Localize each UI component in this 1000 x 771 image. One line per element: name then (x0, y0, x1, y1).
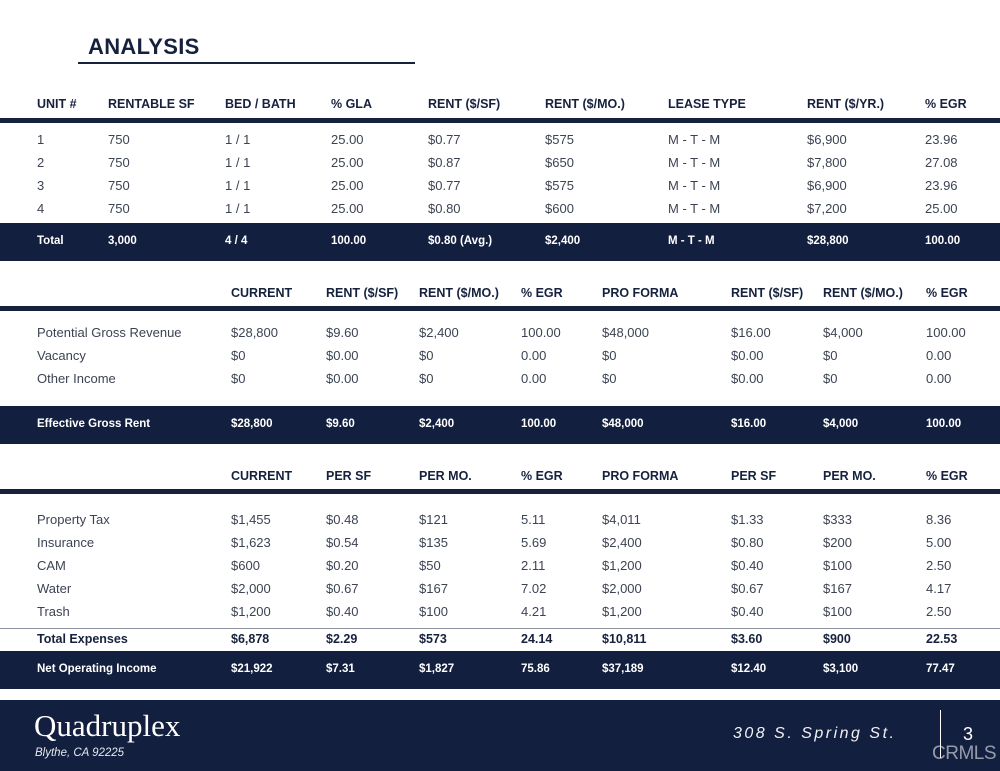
table-cell: 7.02 (521, 581, 547, 596)
table-cell: $100 (823, 604, 852, 619)
table-cell: $167 (419, 581, 448, 596)
table-cell: $0.00 (326, 348, 359, 363)
table-cell: Trash (37, 604, 70, 619)
table-cell: 5.69 (521, 535, 547, 550)
column-header: PER SF (326, 469, 372, 483)
table-cell: 25.00 (925, 201, 958, 216)
table-cell: $0.00 (326, 371, 359, 386)
table-cell: M - T - M (668, 155, 721, 170)
table-cell: $0 (419, 371, 434, 386)
total-cell: $10,811 (602, 632, 647, 646)
total-cell: 100.00 (521, 418, 557, 430)
table-cell: $0.00 (731, 348, 764, 363)
column-header: RENTABLE SF (108, 97, 195, 111)
column-header: % EGR (925, 97, 967, 111)
table-cell: 100.00 (521, 325, 561, 340)
table-cell: 25.00 (331, 201, 364, 216)
table-cell: 1 / 1 (225, 132, 251, 147)
column-header: CURRENT (231, 286, 293, 300)
total-cell: $16.00 (731, 418, 767, 430)
table-cell: 27.08 (925, 155, 958, 170)
total-cell: $1,827 (419, 663, 455, 675)
table-cell: $4,000 (823, 325, 863, 340)
table-cell: $0.80 (428, 201, 461, 216)
column-header: % EGR (521, 286, 563, 300)
total-cell: $21,922 (231, 663, 273, 675)
total-cell: 4 / 4 (225, 235, 248, 247)
table-cell: $48,000 (602, 325, 649, 340)
column-header: RENT ($/SF) (326, 286, 399, 300)
total-cell: $12.40 (731, 663, 767, 675)
table-cell: $7,800 (807, 155, 847, 170)
total-cell: M - T - M (668, 235, 715, 247)
table-cell: $50 (419, 558, 441, 573)
table-cell: $0 (419, 348, 434, 363)
column-header: % EGR (926, 469, 968, 483)
total-cell: 22.53 (926, 632, 958, 646)
column-header: RENT ($/MO.) (419, 286, 499, 300)
total-cell: 24.14 (521, 632, 553, 646)
column-header: PER MO. (419, 469, 472, 483)
table-cell: 2 (37, 155, 45, 170)
income-table-header (0, 286, 1000, 302)
table-cell: Potential Gross Revenue (37, 325, 182, 340)
table-cell: Property Tax (37, 512, 110, 527)
table-cell: $0.87 (428, 155, 461, 170)
table-cell: 1 / 1 (225, 178, 251, 193)
column-header: % EGR (926, 286, 968, 300)
title-underline (78, 62, 415, 64)
brand-name: Quadruplex (34, 708, 181, 743)
table-cell: $0 (231, 371, 246, 386)
table-cell: 2.11 (521, 558, 546, 573)
brand-location: Blythe, CA 92225 (35, 747, 125, 759)
table-cell: $4,011 (602, 512, 641, 527)
net-operating-income-row (0, 651, 1000, 689)
total-cell: Total (37, 235, 64, 247)
table-cell: M - T - M (668, 201, 721, 216)
total-cell: $28,800 (231, 418, 273, 430)
total-rule (0, 628, 1000, 629)
table-cell: $0.77 (428, 132, 461, 147)
table-row (0, 512, 1000, 530)
table-cell: 0.00 (521, 371, 547, 386)
column-header: RENT ($/SF) (428, 97, 501, 111)
table-cell: $0.67 (326, 581, 359, 596)
total-expenses-row (0, 632, 1000, 649)
total-cell: 100.00 (925, 235, 961, 247)
table-cell: $0.77 (428, 178, 461, 193)
footer (0, 700, 1000, 771)
table-cell: 750 (108, 178, 130, 193)
table-cell: $0.00 (731, 371, 764, 386)
table-cell: 23.96 (925, 178, 958, 193)
total-cell: Total Expenses (37, 632, 128, 646)
table-cell: 1 / 1 (225, 155, 251, 170)
table-cell: $1,200 (231, 604, 271, 619)
table-cell: $0.40 (731, 604, 764, 619)
table-cell: $121 (419, 512, 448, 527)
table-cell: 1 / 1 (225, 201, 251, 216)
column-header: RENT ($/MO.) (545, 97, 625, 111)
table-row (0, 371, 1000, 389)
table-cell: 2.50 (926, 558, 952, 573)
total-cell: Net Operating Income (37, 663, 157, 675)
table-cell: $6,900 (807, 178, 847, 193)
column-header: % EGR (521, 469, 563, 483)
column-header: PRO FORMA (602, 286, 679, 300)
table-cell: 25.00 (331, 132, 364, 147)
total-cell: $4,000 (823, 418, 859, 430)
table-cell: Other Income (37, 371, 116, 386)
column-header: RENT ($/SF) (731, 286, 804, 300)
table-cell: 23.96 (925, 132, 958, 147)
table-cell: $0.20 (326, 558, 359, 573)
table-cell: $1,623 (231, 535, 271, 550)
table-cell: $0.40 (326, 604, 359, 619)
table-cell: M - T - M (668, 132, 721, 147)
table-row (0, 201, 1000, 219)
property-address: 308 S. Spring St. (733, 725, 897, 742)
header-rule (0, 489, 1000, 494)
table-cell: $100 (823, 558, 852, 573)
table-cell: $0 (602, 371, 617, 386)
table-cell: 4 (37, 201, 45, 216)
column-header: UNIT # (37, 97, 77, 111)
total-cell: $9.60 (326, 418, 355, 430)
total-cell: $6,878 (231, 632, 270, 646)
total-cell: $3.60 (731, 632, 763, 646)
table-cell: $2,000 (231, 581, 271, 596)
table-row (0, 155, 1000, 173)
table-cell: Vacancy (37, 348, 86, 363)
table-row (0, 604, 1000, 622)
table-cell: $575 (545, 132, 574, 147)
table-cell: $0.80 (731, 535, 764, 550)
column-header: RENT ($/MO.) (823, 286, 903, 300)
table-cell: CAM (37, 558, 66, 573)
table-cell: $0.67 (731, 581, 764, 596)
table-cell: 25.00 (331, 155, 364, 170)
table-cell: $28,800 (231, 325, 278, 340)
table-cell: $0 (231, 348, 246, 363)
table-cell: 750 (108, 155, 130, 170)
column-header: LEASE TYPE (668, 97, 746, 111)
table-cell: Insurance (37, 535, 95, 550)
table-cell: $600 (231, 558, 260, 573)
table-cell: $0.54 (326, 535, 359, 550)
total-cell: 75.86 (521, 663, 550, 675)
effective-gross-rent-row (0, 406, 1000, 444)
column-header: PER MO. (823, 469, 876, 483)
table-cell: 5.11 (521, 512, 546, 527)
table-cell: 750 (108, 132, 130, 147)
table-cell: 0.00 (926, 348, 952, 363)
column-header: PER SF (731, 469, 777, 483)
table-cell: $1.33 (731, 512, 764, 527)
total-cell: $37,189 (602, 663, 644, 675)
total-cell: 3,000 (108, 235, 137, 247)
total-cell: $7.31 (326, 663, 355, 675)
total-cell: $2.29 (326, 632, 358, 646)
table-cell: 5.00 (926, 535, 952, 550)
table-cell: $1,455 (231, 512, 271, 527)
table-cell: $1,200 (602, 604, 642, 619)
table-cell: $0.48 (326, 512, 359, 527)
table-row (0, 178, 1000, 196)
table-row (0, 348, 1000, 366)
total-cell: 100.00 (331, 235, 367, 247)
table-cell: $333 (823, 512, 852, 527)
table-cell: $9.60 (326, 325, 359, 340)
table-cell: $7,200 (807, 201, 847, 216)
table-row (0, 558, 1000, 576)
column-header: % GLA (331, 97, 372, 111)
table-cell: 4.21 (521, 604, 547, 619)
header-rule (0, 118, 1000, 123)
total-cell: $2,400 (545, 235, 581, 247)
table-row (0, 581, 1000, 599)
total-cell: 100.00 (926, 418, 962, 430)
table-cell: 750 (108, 201, 130, 216)
table-cell: 8.36 (926, 512, 952, 527)
column-header: BED / BATH (225, 97, 296, 111)
column-header: PRO FORMA (602, 469, 679, 483)
table-cell: 0.00 (521, 348, 547, 363)
total-cell: $2,400 (419, 418, 455, 430)
total-cell: $0.80 (Avg.) (428, 235, 493, 247)
table-cell: 3 (37, 178, 45, 193)
table-row (0, 132, 1000, 150)
expense-table-header (0, 469, 1000, 485)
table-cell: $0 (823, 348, 838, 363)
table-cell: $135 (419, 535, 448, 550)
total-cell: 77.47 (926, 663, 955, 675)
table-cell: $600 (545, 201, 574, 216)
table-cell: 2.50 (926, 604, 952, 619)
table-cell: $100 (419, 604, 448, 619)
total-cell: Effective Gross Rent (37, 418, 151, 430)
table-cell: $0.40 (731, 558, 764, 573)
page-number: 3 (963, 724, 974, 744)
table-cell: $0 (823, 371, 838, 386)
table-cell: $650 (545, 155, 574, 170)
table-cell: $2,000 (602, 581, 642, 596)
total-cell: $48,000 (602, 418, 644, 430)
table-cell: $167 (823, 581, 852, 596)
table-cell: $575 (545, 178, 574, 193)
table-cell: $0 (602, 348, 617, 363)
table-row (0, 325, 1000, 343)
unit-table-header (0, 97, 1000, 113)
unit-total-row (0, 223, 1000, 261)
table-cell: $6,900 (807, 132, 847, 147)
table-cell: 0.00 (926, 371, 952, 386)
header-rule (0, 306, 1000, 311)
column-header: RENT ($/YR.) (807, 97, 885, 111)
page-title: ANALYSIS (88, 34, 200, 59)
total-cell: $573 (419, 632, 447, 646)
table-cell: M - T - M (668, 178, 721, 193)
table-cell: 4.17 (926, 581, 952, 596)
table-cell: $200 (823, 535, 852, 550)
total-cell: $900 (823, 632, 851, 646)
table-cell: 1 (37, 132, 45, 147)
table-cell: $16.00 (731, 325, 771, 340)
column-header: CURRENT (231, 469, 293, 483)
table-row (0, 535, 1000, 553)
table-cell: 100.00 (926, 325, 966, 340)
watermark: CRMLS (932, 743, 997, 764)
table-cell: $2,400 (419, 325, 459, 340)
table-cell: $2,400 (602, 535, 642, 550)
total-cell: $28,800 (807, 235, 849, 247)
table-cell: $1,200 (602, 558, 642, 573)
table-cell: Water (37, 581, 72, 596)
table-cell: 25.00 (331, 178, 364, 193)
total-cell: $3,100 (823, 663, 859, 675)
